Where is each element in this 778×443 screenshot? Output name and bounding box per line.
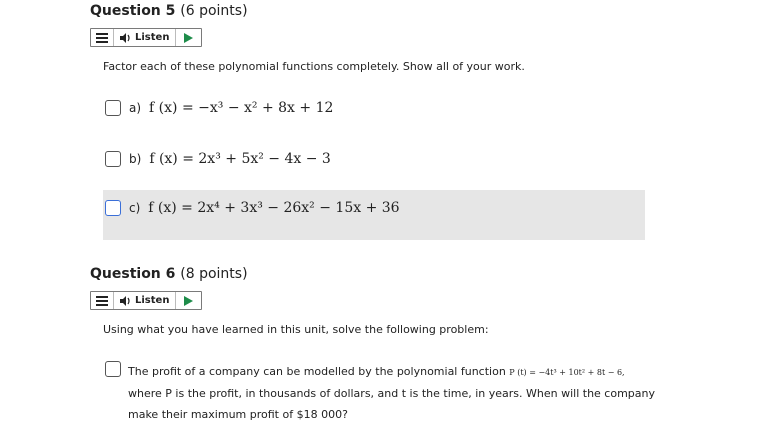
play-button[interactable]	[176, 292, 201, 309]
problem-text-start: The profit of a company can be modelled by the polynomial function	[128, 365, 510, 378]
option-c[interactable]	[103, 190, 645, 240]
option-b-expression: f (x) = 2x³ + 5x² − 4x − 3	[149, 151, 331, 167]
question-6-label: Question 6	[90, 266, 176, 282]
question-6-points: (8 points)	[180, 266, 248, 282]
option-a-label: a)	[129, 101, 142, 115]
option-a-checkbox[interactable]	[105, 100, 121, 116]
question-5-title	[90, 3, 248, 19]
option-c-label: c)	[129, 201, 141, 215]
listen-button[interactable]	[114, 29, 176, 46]
question-6-title	[90, 266, 248, 282]
question-5-instruction: Factor each of these polynomial functions completely. Show all of your work.	[103, 60, 525, 73]
question-6-item[interactable]	[103, 361, 663, 425]
menu-icon[interactable]	[91, 292, 114, 309]
listen-label: Listen	[135, 295, 170, 306]
problem-text-end: where P is the profit, in thousands of dollars, and t is the time, in years. When will the company make their maximum profit of $18 000?	[128, 387, 656, 421]
option-b[interactable]	[103, 147, 645, 171]
play-button[interactable]	[176, 29, 201, 46]
question-6-problem	[128, 361, 658, 425]
speaker-icon	[120, 296, 132, 306]
option-c-expression: f (x) = 2x⁴ + 3x³ − 26x² − 15x + 36	[148, 200, 400, 216]
listen-button[interactable]	[114, 292, 176, 309]
question-6-instruction: Using what you have learned in this unit, solve the following problem:	[103, 323, 489, 336]
option-a-expression: f (x) = −x³ − x² + 8x + 12	[149, 100, 334, 116]
question-6-checkbox[interactable]	[105, 361, 121, 377]
play-icon	[184, 296, 193, 306]
option-a[interactable]	[103, 96, 645, 120]
listen-toolbar-q6	[90, 291, 202, 310]
speaker-icon	[120, 33, 132, 43]
option-b-label: b)	[129, 152, 142, 166]
listen-toolbar-q5	[90, 28, 202, 47]
question-5-points: (6 points)	[180, 3, 248, 19]
listen-label: Listen	[135, 32, 170, 43]
profit-formula: P (t) = −4t³ + 10t² + 8t − 6,	[509, 368, 625, 377]
option-c-checkbox[interactable]	[105, 200, 121, 216]
play-icon	[184, 33, 193, 43]
question-5-label: Question 5	[90, 3, 176, 19]
option-b-checkbox[interactable]	[105, 151, 121, 167]
menu-icon[interactable]	[91, 29, 114, 46]
